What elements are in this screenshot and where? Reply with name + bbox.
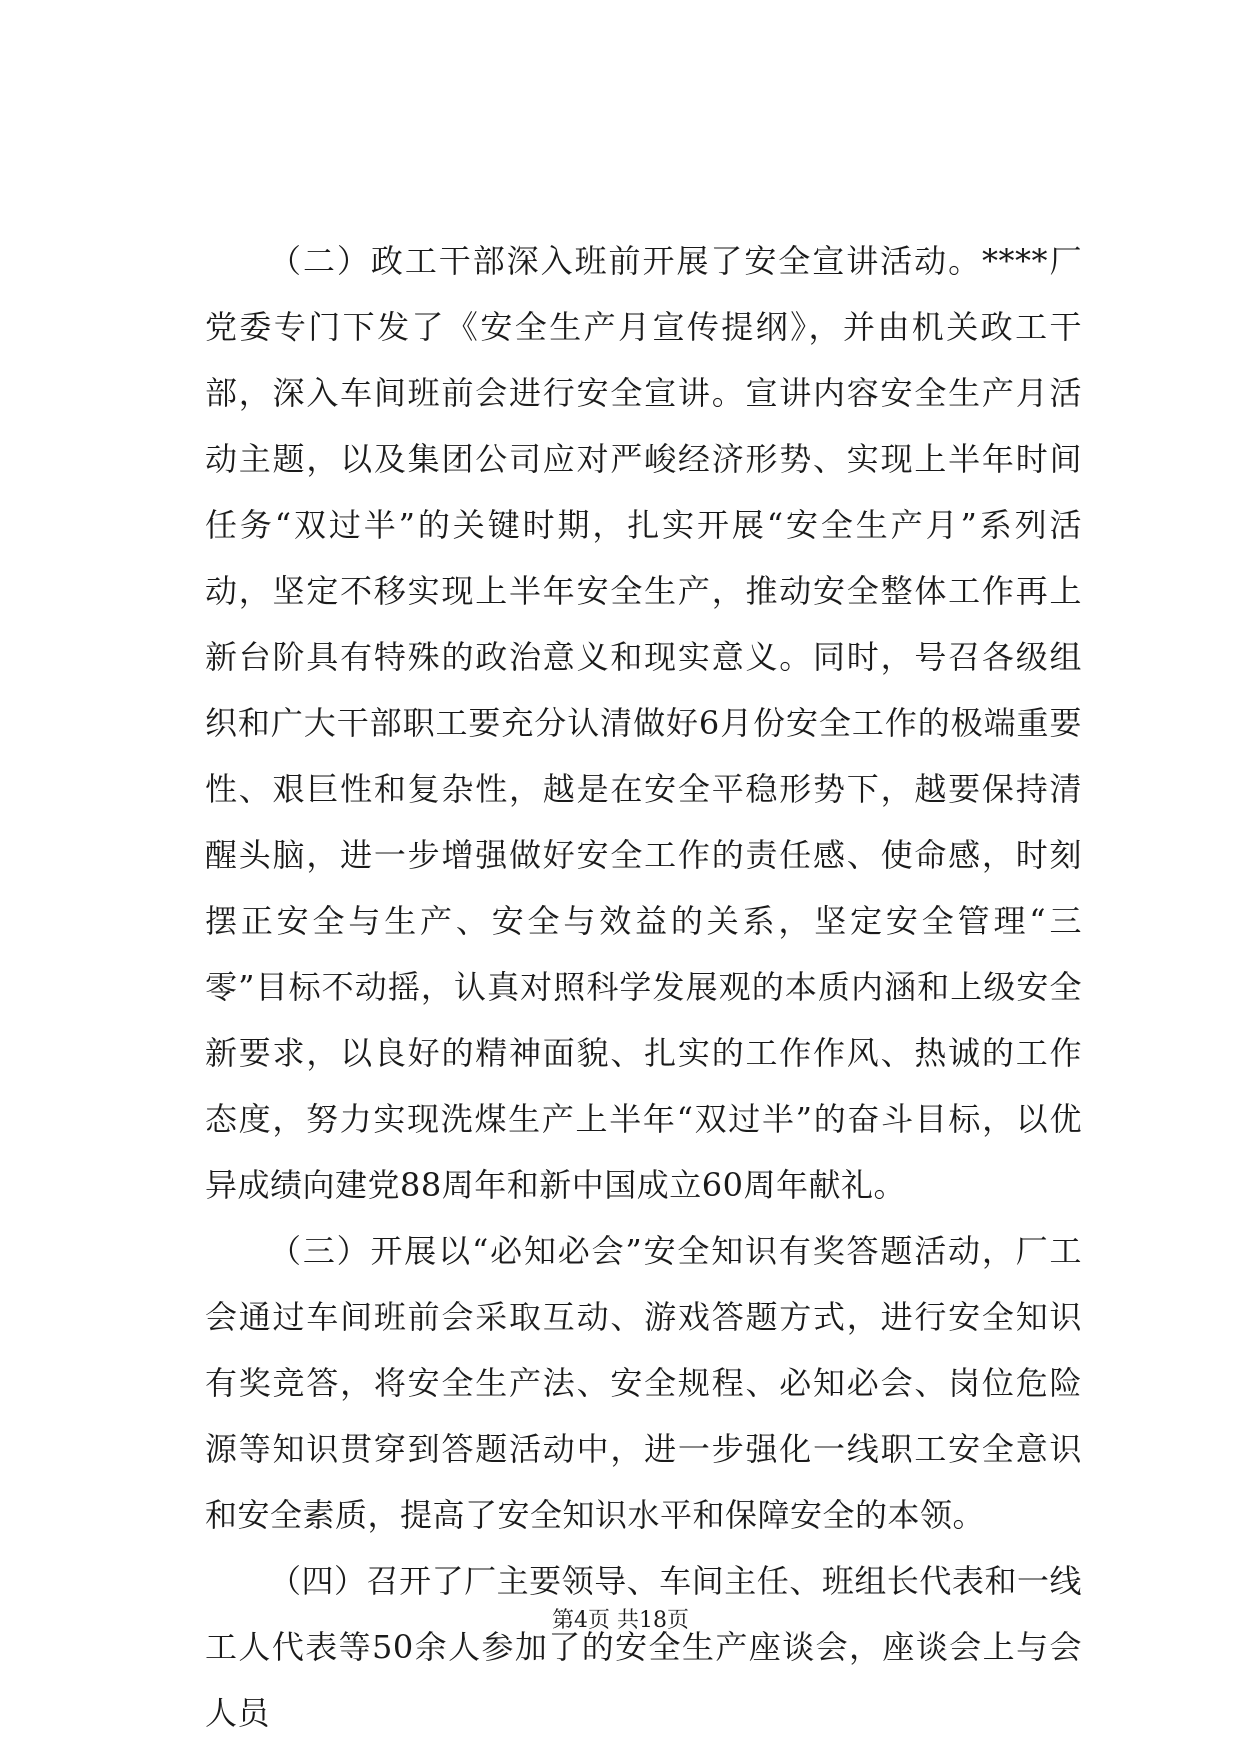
document-body — [205, 228, 1082, 1746]
page-footer: 第4页 共18页 — [552, 1608, 689, 1633]
paragraph-3: （三）开展以“必知必会”安全知识有奖答题活动，厂工会通过车间班前会采取互动、游戏答题方式，进行安全知识有奖竞答，将安全生产法、安全规程、必知必会、岗位危险源等知识贯穿到答题活动中，进一步强化一线职工安全意识和安全素质，提高了安全知识水平和保障安全的本领。 — [205, 1232, 1082, 1534]
paragraph-2: （二）政工干部深入班前开展了安全宣讲活动。****厂党委专门下发了《安全生产月宣传提纲》，并由机关政工干部，深入车间班前会进行安全宣讲。宣讲内容安全生产月活动主题，以及集团公司应对严峻经济形势、实现上半年时间任务“双过半”的关键时期，扎实开展“安全生产月”系列活动，坚定不移实现上半年安全生产，推动安全整体工作再上新台阶具有特殊的政治意义和现实意义。同时，号召各级组织和广大干部职工要充分认清做好6月份安全工作的极端重要性、艰巨性和复杂性，越是在安全平稳形势下，越要保持清醒头脑，进一步增强做好安全工作的责任感、使命感，时刻摆正安全与生产、安全与效益的关系，坚定安全管理“三零”目标不动摇，认真对照科学发展观的本质内涵和上级安全新要求，以良好的精神面貌、扎实的工作作风、热诚的工作态度，努力实现洗煤生产上半年“双过半”的奋斗目标，以优异成绩向建党88周年和新中国成立60周年献礼。 — [205, 242, 1082, 1204]
paragraph-4: （四）召开了厂主要领导、车间主任、班组长代表和一线工人代表等50余人参加了的安全生产座谈会，座谈会上与会人员 — [205, 1562, 1082, 1732]
